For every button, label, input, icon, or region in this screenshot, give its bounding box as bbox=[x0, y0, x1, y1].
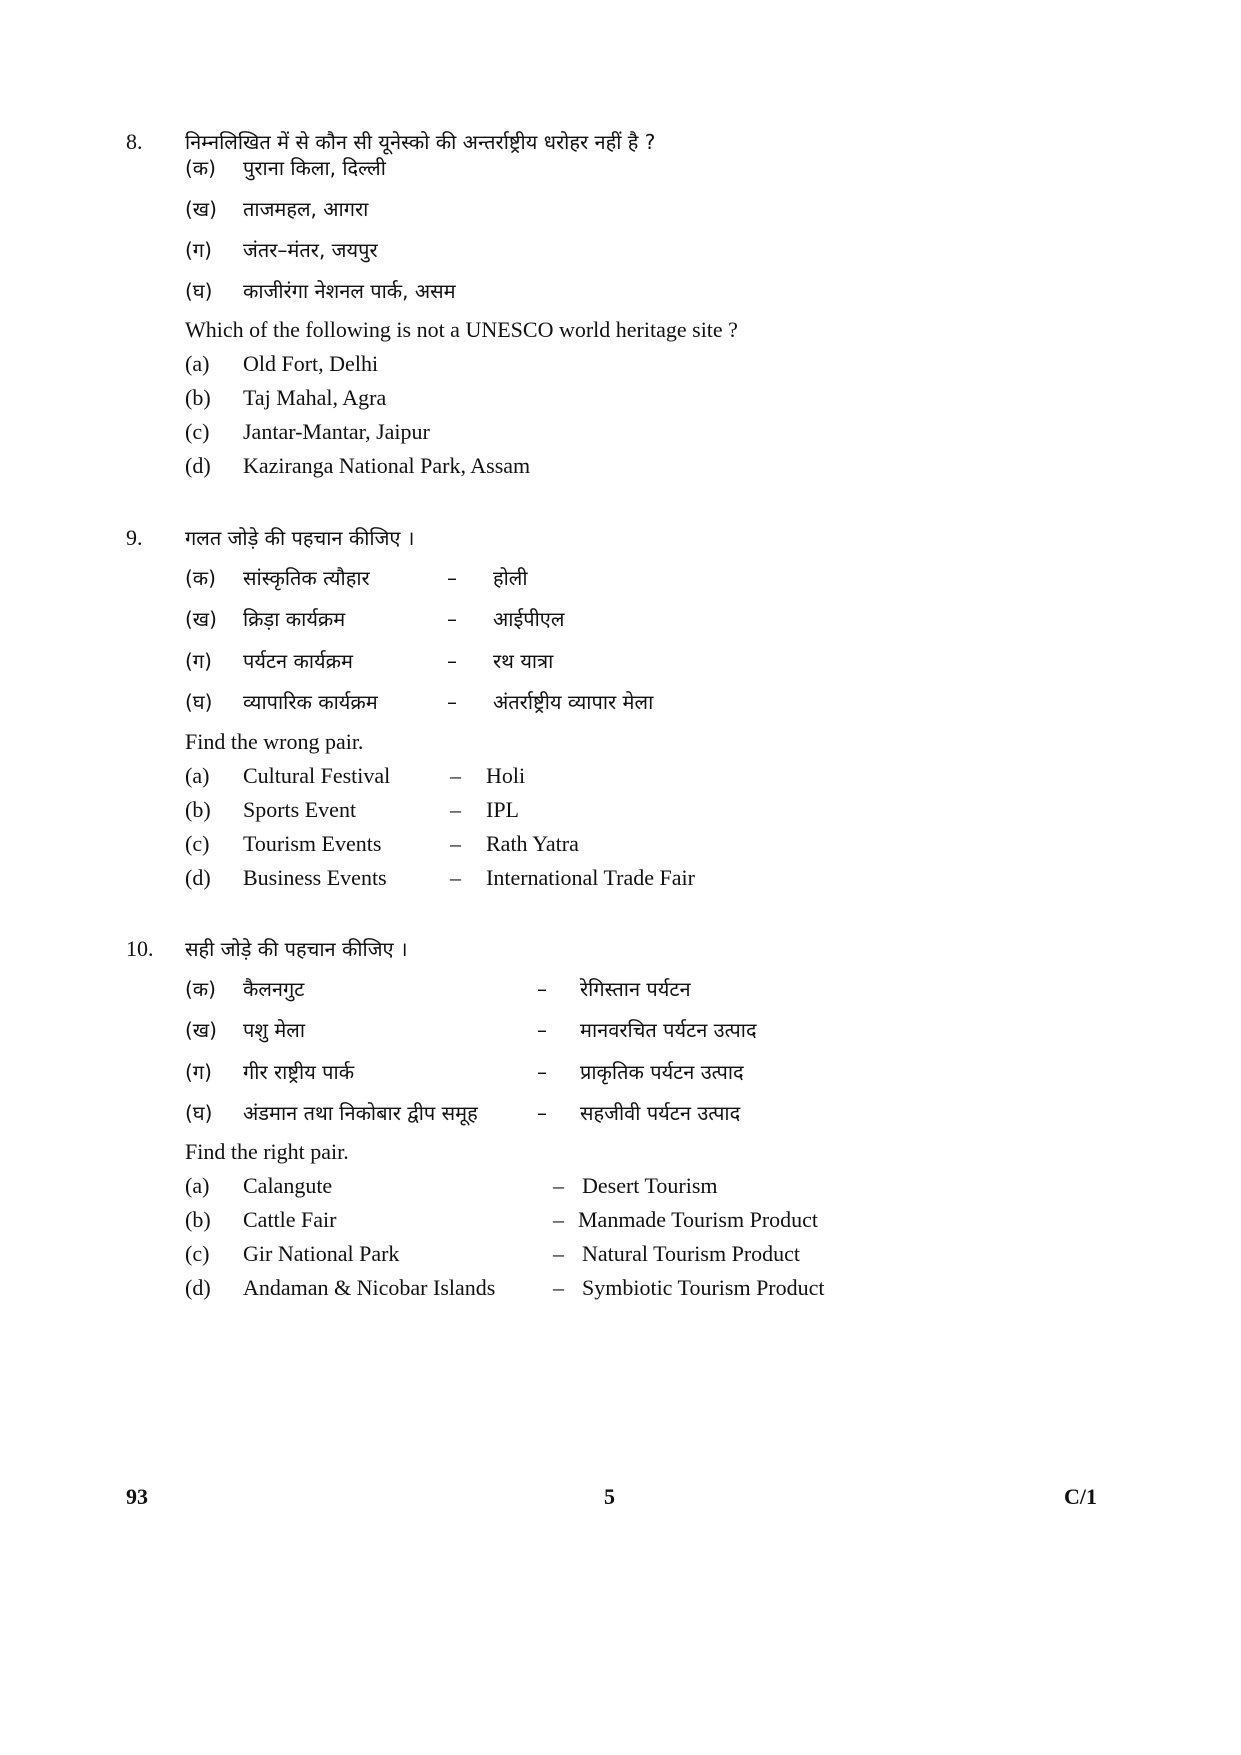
pair-right: सहजीवी पर्यटन उत्पाद bbox=[580, 1101, 741, 1125]
option-label: (c) bbox=[185, 831, 210, 856]
pair-right: International Trade Fair bbox=[486, 865, 695, 890]
option-text: काजीरंगा नेशनल पार्क, असम bbox=[243, 279, 456, 303]
option-label: (ख) bbox=[185, 607, 217, 631]
pair-left: कैलनगुट bbox=[243, 977, 305, 1001]
option-label: (घ) bbox=[185, 1101, 213, 1125]
pair-left: Gir National Park bbox=[243, 1241, 400, 1266]
question-stem-hindi: गलत जोड़े की पहचान कीजिए । bbox=[185, 526, 415, 550]
pair-right: Manmade Tourism Product bbox=[578, 1207, 819, 1232]
option-label: (घ) bbox=[185, 690, 213, 714]
pair-dash: – bbox=[447, 566, 457, 590]
option-label: (a) bbox=[185, 1173, 210, 1198]
pair-left: Andaman & Nicobar Islands bbox=[243, 1275, 496, 1300]
pair-left: Sports Event bbox=[243, 797, 357, 822]
option-text: ताजमहल, आगरा bbox=[243, 197, 369, 221]
option-label: (ग) bbox=[185, 238, 212, 262]
option-label: (d) bbox=[185, 1275, 211, 1300]
pair-right: IPL bbox=[486, 797, 519, 822]
question-stem-english: Find the wrong pair. bbox=[185, 729, 364, 754]
pair-right: Natural Tourism Product bbox=[582, 1241, 801, 1266]
option-label: (b) bbox=[185, 797, 211, 822]
pair-dash: – bbox=[447, 690, 457, 714]
question-number: 8. bbox=[126, 129, 143, 154]
pair-left: गीर राष्ट्रीय पार्क bbox=[243, 1060, 355, 1084]
pair-right: Symbiotic Tourism Product bbox=[582, 1275, 825, 1300]
option-label: (d) bbox=[185, 865, 211, 890]
option-label: (a) bbox=[185, 351, 210, 376]
option-label: (a) bbox=[185, 763, 210, 788]
option-text: Jantar-Mantar, Jaipur bbox=[243, 419, 430, 444]
question-number: 9. bbox=[126, 525, 143, 550]
question-stem-hindi: सही जोड़े की पहचान कीजिए । bbox=[185, 937, 408, 961]
pair-right: रथ यात्रा bbox=[493, 649, 554, 673]
pair-dash: – bbox=[537, 1018, 547, 1042]
option-label: (ग) bbox=[185, 649, 212, 673]
option-text: पुराना किला, दिल्ली bbox=[243, 156, 386, 180]
pair-right: होली bbox=[493, 566, 528, 590]
question-stem-english: Which of the following is not a UNESCO world heritage site ? bbox=[185, 317, 738, 342]
option-text: Old Fort, Delhi bbox=[243, 351, 379, 376]
pair-left: Calangute bbox=[243, 1173, 333, 1198]
pair-right: प्राकृतिक पर्यटन उत्पाद bbox=[580, 1060, 744, 1084]
option-label: (c) bbox=[185, 1241, 210, 1266]
pair-dash: – bbox=[450, 797, 461, 822]
pair-dash: – bbox=[447, 607, 457, 631]
pair-right: आईपीएल bbox=[493, 607, 565, 631]
option-label: (b) bbox=[185, 1207, 211, 1232]
option-label: (b) bbox=[185, 385, 211, 410]
pair-dash: – bbox=[447, 649, 457, 673]
pair-right: Holi bbox=[486, 763, 526, 788]
option-label: (c) bbox=[185, 419, 210, 444]
paper-set: C/1 bbox=[1064, 1484, 1097, 1509]
pair-left: Tourism Events bbox=[243, 831, 382, 856]
pair-left: व्यापारिक कार्यक्रम bbox=[243, 690, 378, 714]
option-label: (क) bbox=[185, 566, 216, 590]
pair-left: Business Events bbox=[243, 865, 387, 890]
pair-left: Cattle Fair bbox=[243, 1207, 337, 1232]
pair-right: Desert Tourism bbox=[582, 1173, 718, 1198]
pair-left: क्रिड़ा कार्यक्रम bbox=[243, 607, 346, 631]
option-label: (क) bbox=[185, 977, 216, 1001]
pair-right: रेगिस्तान पर्यटन bbox=[580, 977, 691, 1001]
pair-dash: – bbox=[537, 1060, 547, 1084]
pair-left: अंडमान तथा निकोबार द्वीप समूह bbox=[243, 1101, 478, 1125]
option-text: जंतर–मंतर, जयपुर bbox=[243, 238, 378, 262]
pair-dash: – bbox=[553, 1275, 564, 1300]
pair-dash: – bbox=[537, 1101, 547, 1125]
option-label: (घ) bbox=[185, 279, 213, 303]
pair-dash: – bbox=[553, 1207, 564, 1232]
pair-right: अंतर्राष्ट्रीय व्यापार मेला bbox=[493, 690, 654, 714]
pair-dash: – bbox=[537, 977, 547, 1001]
page-number: 5 bbox=[604, 1484, 615, 1509]
pair-right: मानवरचित पर्यटन उत्पाद bbox=[580, 1018, 757, 1042]
option-label: (क) bbox=[185, 156, 216, 180]
question-stem-hindi: निम्नलिखित में से कौन सी यूनेस्को की अन्तर्राष्ट्रीय धरोहर नहीं है ? bbox=[185, 130, 656, 154]
option-label: (ख) bbox=[185, 1018, 217, 1042]
option-label: (ख) bbox=[185, 197, 217, 221]
pair-right: Rath Yatra bbox=[486, 831, 579, 856]
pair-left: सांस्कृतिक त्यौहार bbox=[243, 566, 370, 590]
pair-dash: – bbox=[450, 865, 461, 890]
paper-code: 93 bbox=[126, 1484, 148, 1509]
pair-dash: – bbox=[450, 763, 461, 788]
option-label: (d) bbox=[185, 453, 211, 478]
pair-left: पशु मेला bbox=[243, 1018, 306, 1042]
option-text: Kaziranga National Park, Assam bbox=[243, 453, 531, 478]
option-text: Taj Mahal, Agra bbox=[243, 385, 387, 410]
pair-dash: – bbox=[553, 1173, 564, 1198]
pair-left: पर्यटन कार्यक्रम bbox=[243, 649, 353, 673]
pair-left: Cultural Festival bbox=[243, 763, 391, 788]
question-number: 10. bbox=[126, 936, 154, 961]
pair-dash: – bbox=[553, 1241, 564, 1266]
pair-dash: – bbox=[450, 831, 461, 856]
option-label: (ग) bbox=[185, 1060, 212, 1084]
question-stem-english: Find the right pair. bbox=[185, 1139, 349, 1164]
